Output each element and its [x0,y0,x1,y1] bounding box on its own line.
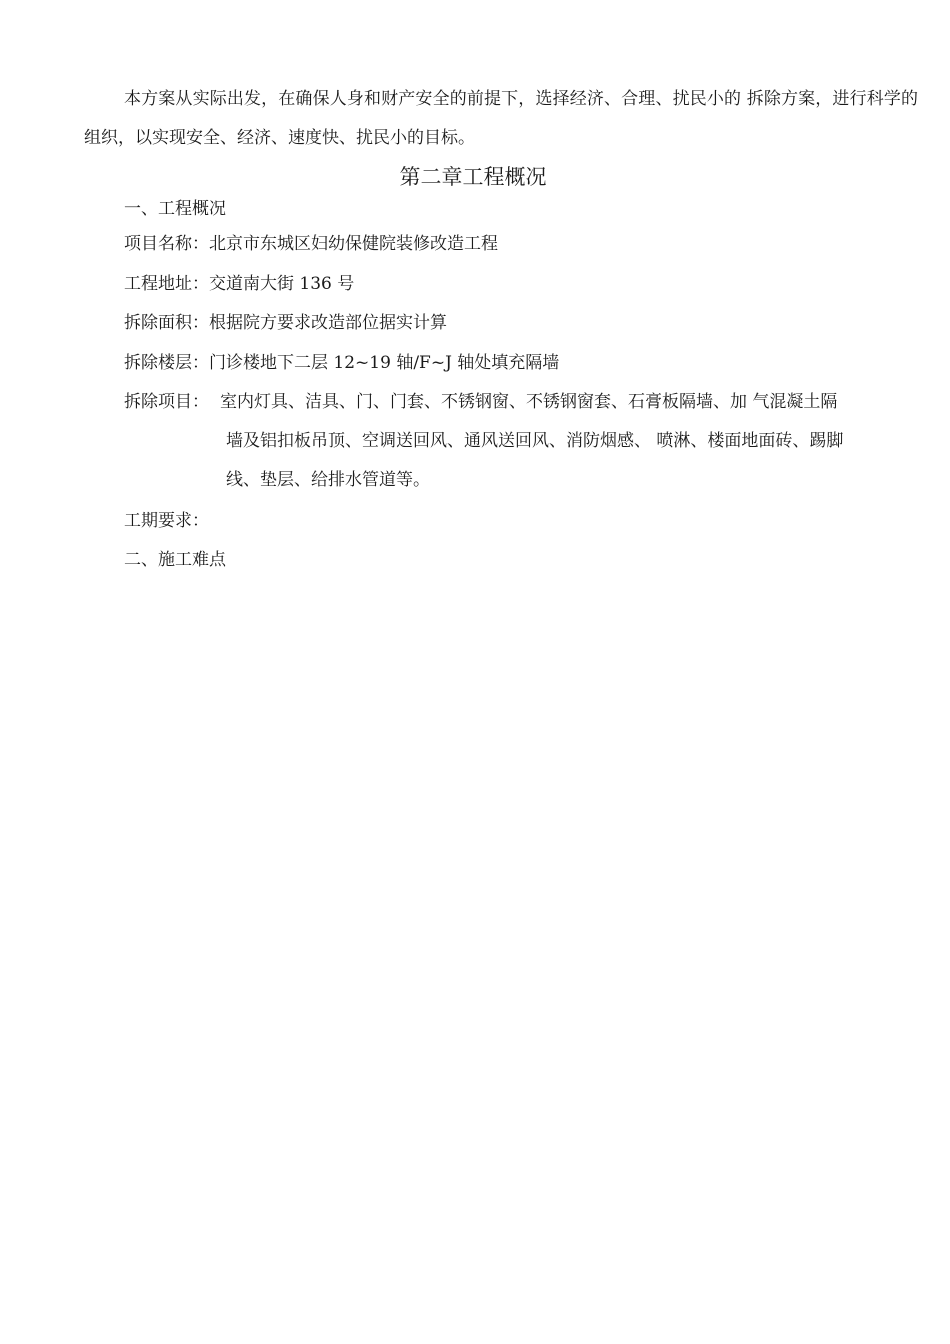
demolition-floor-line [124,351,559,375]
demolition-area-label: 拆除面积： [124,313,209,333]
project-address-label: 工程地址： [124,274,209,294]
schedule-label: 工期要求： [124,511,209,531]
demolition-area-line [124,311,447,335]
project-address-line [124,272,354,296]
demolition-items-line-1: 室内灯具、洁具、门、门套、不锈钢窗、不锈钢窗套、石膏板隔墙、加 气混凝土隔 [220,392,838,412]
chapter-title: 第二章工程概况 [399,165,547,189]
project-name-value: 北京市东城区妇幼保健院装修改造工程 [209,234,498,254]
demolition-items-block [124,383,926,500]
schedule-line [124,509,209,533]
section2-heading: 二、施工难点 [124,550,226,570]
demolition-items-text [220,383,926,500]
project-address-value: 交道南大街 136 号 [209,274,355,294]
demolition-items-line-3: 线、垫层、给排水管道等。 [226,470,430,490]
demolition-items-label: 拆除项目： [124,392,209,412]
demolition-floor-label: 拆除楼层： [124,353,209,373]
demolition-area-value: 根据院方要求改造部位据实计算 [209,313,447,333]
demolition-floor-value: 门诊楼地下二层 12~19 轴/F~J 轴处填充隔墙 [209,353,560,373]
section1-heading: 一、工程概况 [124,199,226,219]
project-name-label: 项目名称： [124,234,209,254]
project-name-line [124,232,498,256]
demolition-items-line-2: 墙及铝扣板吊顶、空调送回风、通风送回风、消防烟感、 喷淋、楼面地面砖、踢脚 [226,431,844,451]
intro-paragraph: 本方案从实际出发，在确保人身和财产安全的前提下，选择经济、合理、扰民小的 拆除方案，进行科学的组织，以实现安全、经济、速度快、扰民小的目标。 [84,89,918,148]
